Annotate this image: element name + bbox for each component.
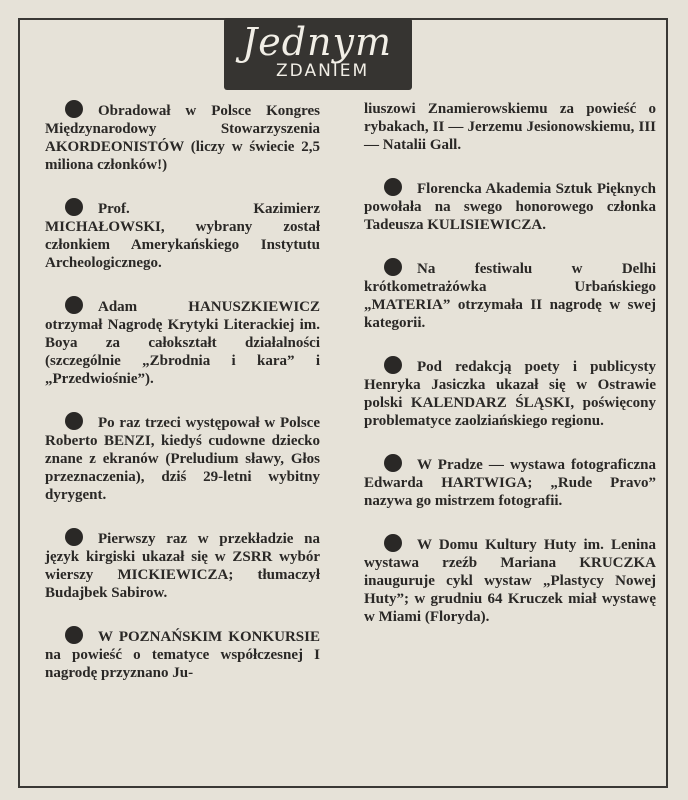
news-text: Po raz trzeci występował w Polsce Roberto BENZI, kiedyś cudowne dziecko znane z ekranów (Preludium sławy, Głos przeznaczenia), dziś 29-letni wybitny dyrygent. xyxy=(45,415,320,503)
news-text: W Domu Kultury Huty im. Lenina wystawa rzeźb Mariana KRUCZKA inauguruje cykl wystaw „Plastycy Nowej Huty”; w grudniu 64 Kruczek miał wystawę w Miami (Floryda). xyxy=(364,537,656,625)
news-text: W Pradze — wystawa fotograficzna Edwarda HARTWIGA; „Rude Pravo” nazywa go mistrzem fotografii. xyxy=(364,457,656,509)
news-text: Prof. Kazimierz MICHAŁOWSKI, wybrany został członkiem Amerykańskiego Instytutu Archeologicznego. xyxy=(45,201,320,271)
bullet-icon xyxy=(65,626,83,644)
bullet-icon xyxy=(384,258,402,276)
news-item xyxy=(45,626,320,682)
news-text: Adam HANUSZKIEWICZ otrzymał Nagrodę Krytyki Literackiej im. Boya za całokształt działalności (szczególnie „Zbrodnia i kara” i „Przedwiośnie”). xyxy=(45,299,320,387)
bullet-icon xyxy=(65,528,83,546)
bullet-icon xyxy=(65,100,83,118)
news-text: Na festiwalu w Delhi krótkometrażówka Urbańskiego „MATERIA” otrzymała II nagrodę w swej kategorii. xyxy=(364,261,656,331)
bullet-icon xyxy=(384,356,402,374)
news-item xyxy=(364,454,656,510)
news-text: W POZNAŃSKIM KONKURSIE na powieść o tematyce współczesnej I nagrodę przyznano Ju- xyxy=(45,629,320,681)
news-text: Florencka Akademia Sztuk Pięknych powołała na swego honorowego członka Tadeusza KULISIEWICZA. xyxy=(364,181,656,233)
bullet-icon xyxy=(384,534,402,552)
bullet-icon xyxy=(65,296,83,314)
bullet-icon xyxy=(65,198,83,216)
news-continuation: liuszowi Znamierowskiemu za powieść o rybakach, II — Jerzemu Jesionowskiemu, III — Natalii Gall. xyxy=(364,101,656,153)
logo-script-text: Jednym xyxy=(242,20,393,64)
news-item xyxy=(364,178,656,234)
logo-caps-text: ZDANIEM xyxy=(276,61,370,81)
news-item xyxy=(364,356,656,430)
news-item xyxy=(45,100,320,174)
news-text: Pod redakcją poety i publicysty Henryka Jasiczka ukazał się w Ostrawie polski KALENDARZ ŚLĄSKI, poświęcony problematyce zaolziańskiego regionu. xyxy=(364,359,656,429)
left-column xyxy=(45,100,320,706)
news-text: Obradował w Polsce Kongres Międzynarodowy Stowarzyszenia AKORDEONISTÓW (liczy w świecie 2,5 miliona członków!) xyxy=(45,103,320,173)
news-item xyxy=(45,296,320,388)
news-item xyxy=(364,534,656,626)
bullet-icon xyxy=(384,178,402,196)
news-item xyxy=(45,528,320,602)
news-item xyxy=(45,198,320,272)
bullet-icon xyxy=(384,454,402,472)
news-item xyxy=(364,258,656,332)
right-column xyxy=(364,100,656,650)
news-text: Pierwszy raz w przekładzie na język kirgiski ukazał się w ZSRR wybór wierszy MICKIEWICZA; tłumaczył Budajbek Sabirow. xyxy=(45,531,320,601)
bullet-icon xyxy=(65,412,83,430)
section-logo xyxy=(224,18,412,90)
news-item xyxy=(45,412,320,504)
